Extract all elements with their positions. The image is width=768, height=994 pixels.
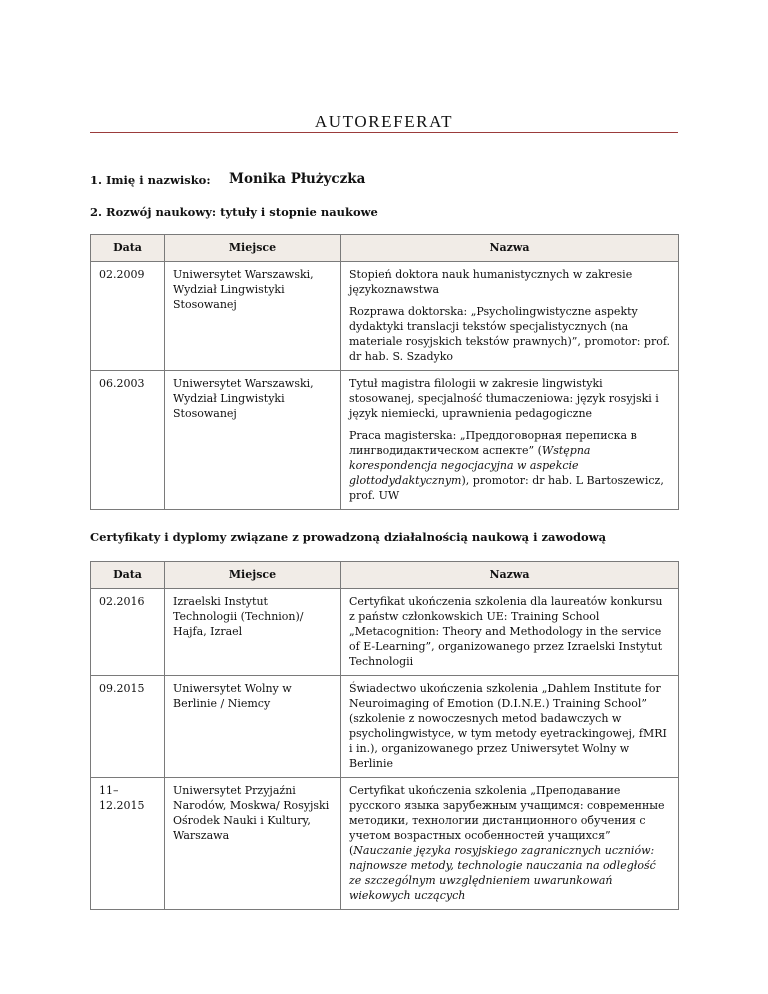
cell-paragraph	[349, 428, 670, 503]
column-header-name: Nazwa	[341, 235, 679, 262]
cell-name: Świadectwo ukończenia szkolenia „Dahlem Institute for Neuroimaging of Emotion (D.I.N.E.) Training School” (szkolenie z nowoczesnych metod badawczych w psycholingwistyce, w tym metody eyetrackingowej, fMRI i in.), organizowanego przez Uniwersytet Wolny w Berlinie	[341, 676, 679, 778]
table-header-row	[91, 235, 679, 262]
table-row	[91, 371, 679, 510]
cell-date: 09.2015	[91, 676, 165, 778]
cell-name: Certyfikat ukończenia szkolenia dla laureatów konkursu z państw członkowskich UE: Training School „Metacognition: Theory and Methodology in the service of E-Learning”, organizowanego przez Izraelski Instytut Technologii	[341, 589, 679, 676]
cell-paragraph: Rozprawa doktorska: „Psycholingwistyczne aspekty dydaktyki translacji tekstów specjalistycznych (na materiale rosyjskich tekstów prawnych)”, promotor: prof. dr hab. S. Szadyko	[349, 305, 670, 363]
title-divider	[90, 132, 678, 133]
name-label: 1. Imię i nazwisko:	[90, 173, 211, 187]
table-row	[91, 676, 679, 778]
column-header-place: Miejsce	[165, 562, 341, 589]
text-run: ), promotor: dr hab. L Bartoszewicz, prof. UW	[349, 474, 664, 502]
cell-name	[341, 778, 679, 910]
cell-date: 06.2003	[91, 371, 165, 510]
cell-name	[341, 371, 679, 510]
text-run: Praca magisterska: „Преддоговорная переписка в лингводидактическом аспекте” (	[349, 429, 637, 457]
degrees-table	[90, 234, 679, 510]
italic-translation: Wstępna korespondencja negocjacyjna w aspekcie glottodydaktycznym	[349, 444, 591, 487]
document-title: AUTOREFERAT	[314, 112, 454, 131]
cell-paragraph: Tytuł magistra filologii w zakresie lingwistyki stosowanej, specjalność tłumaczeniowa: język rosyjski i język niemiecki, uprawnienia pedagogiczne	[349, 377, 659, 420]
column-header-date: Data	[91, 562, 165, 589]
cell-place: Uniwersytet Wolny w Berlinie / Niemcy	[165, 676, 341, 778]
cell-date: 02.2009	[91, 262, 165, 371]
cell-place: Izraelski Instytut Technologii (Technion)/ Hajfa, Izrael	[165, 589, 341, 676]
cell-place: Uniwersytet Warszawski, Wydział Lingwistyki Stosowanej	[165, 262, 341, 371]
certificates-table	[90, 561, 679, 910]
column-header-name: Nazwa	[341, 562, 679, 589]
italic-translation: Nauczanie języka rosyjskiego zagranicznych uczniów: najnowsze metody, technologie nauczania na odległość ze szczególnym uwzględnieniem uwarunkowań wiekowych uczących	[349, 844, 656, 902]
cell-name	[341, 262, 679, 371]
table-row	[91, 262, 679, 371]
section-heading-certificates: Certyfikaty i dyplomy związane z prowadzoną działalnością naukową i zawodową	[90, 530, 607, 544]
text-run: Certyfikat ukończenia szkolenia „Преподавание русского языка зарубежным учащимся: современные методики, технологии дистанционного обучения с учетом возрастных особенностей учащихся” (	[349, 784, 665, 857]
author-name: Monika Płużyczka	[229, 171, 366, 187]
name-line	[90, 171, 366, 187]
table-row	[91, 778, 679, 910]
cell-date: 02.2016	[91, 589, 165, 676]
column-header-place: Miejsce	[165, 235, 341, 262]
cell-place: Uniwersytet Warszawski, Wydział Lingwistyki Stosowanej	[165, 371, 341, 510]
column-header-date: Data	[91, 235, 165, 262]
cell-date: 11–12.2015	[91, 778, 165, 910]
table-row	[91, 589, 679, 676]
table-header-row	[91, 562, 679, 589]
cell-paragraph: Stopień doktora nauk humanistycznych w zakresie językoznawstwa	[349, 268, 633, 296]
cell-place: Uniwersytet Przyjaźni Narodów, Moskwa/ Rosyjski Ośrodek Nauki i Kultury, Warszawa	[165, 778, 341, 910]
section-heading-degrees: 2. Rozwój naukowy: tytuły i stopnie naukowe	[90, 205, 378, 219]
